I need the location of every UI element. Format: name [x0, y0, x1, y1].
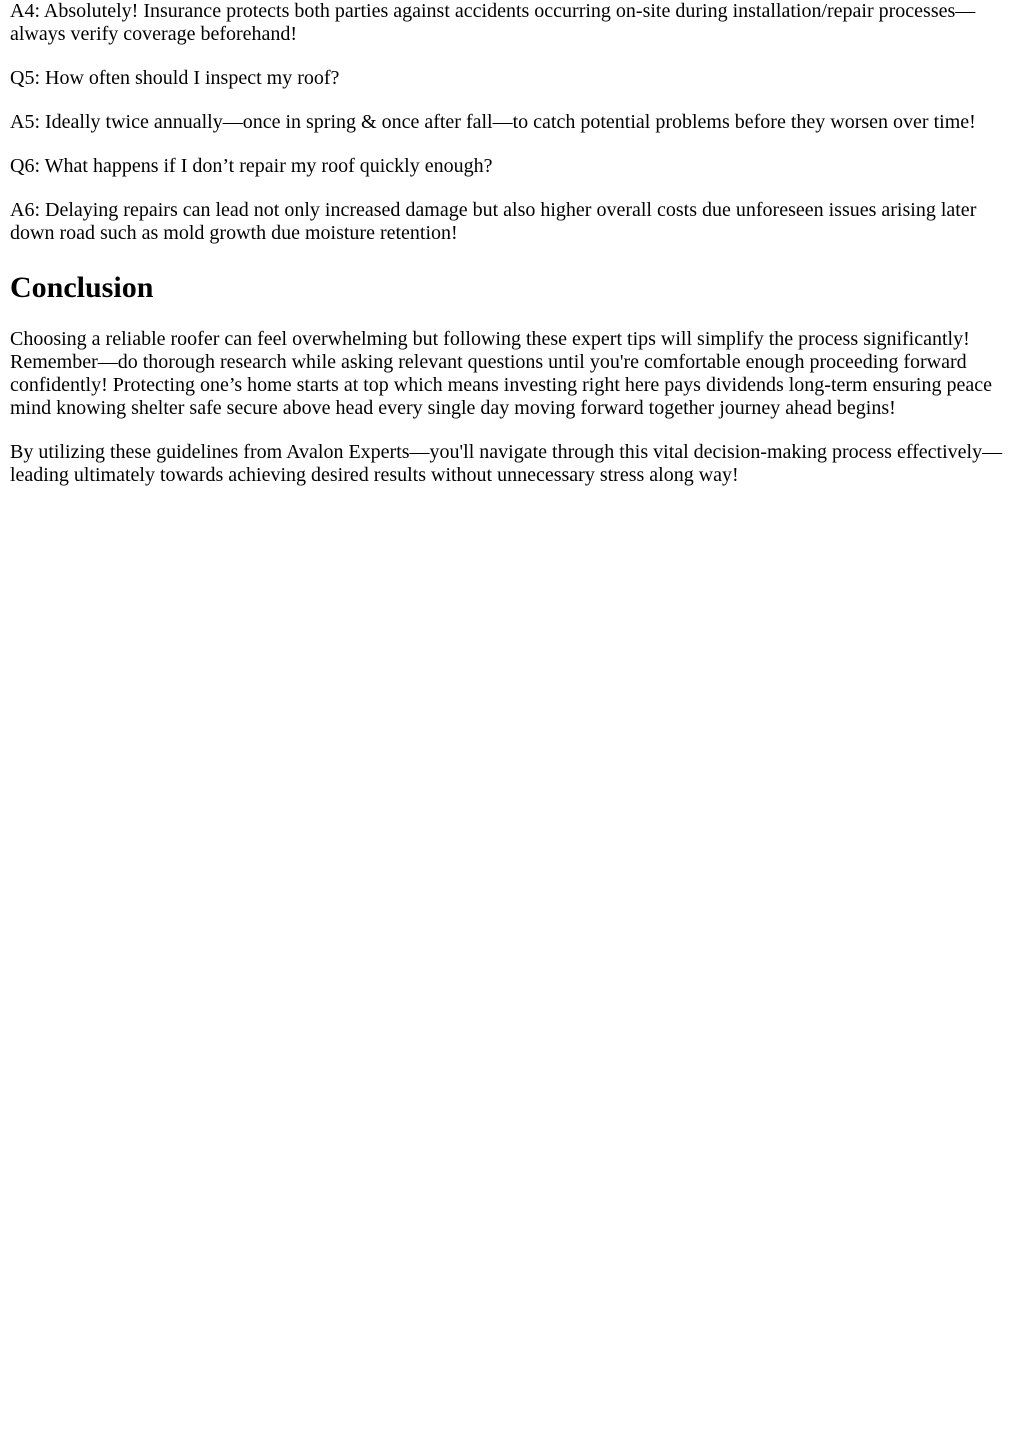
- article-body: [0, 0, 1024, 487]
- conclusion-paragraph-1: Choosing a reliable roofer can feel overwhelming but following these expert tips will simplify the process significantly! Remember—do thorough research while asking relevant questions until you're comfortable enough proceeding forward confidently! Protecting one’s home starts at top which means investing right here pays dividends long-term ensuring peace mind knowing shelter safe secure above head every single day moving forward together journey ahead begins!: [10, 328, 992, 419]
- faq-answer-6: A6: Delaying repairs can lead not only increased damage but also higher overall costs due unforeseen issues arising later down road such as mold growth due moisture retention!: [10, 199, 977, 244]
- faq-question-6: Q6: What happens if I don’t repair my roof quickly enough?: [10, 155, 493, 177]
- faq-answer-5: A5: Ideally twice annually—once in spring & once after fall—to catch potential problems before they worsen over time!: [10, 111, 976, 133]
- faq-question-5: Q5: How often should I inspect my roof?: [10, 67, 340, 89]
- conclusion-heading: Conclusion: [10, 271, 154, 304]
- faq-answer-4: A4: Absolutely! Insurance protects both parties against accidents occurring on-site during installation/repair processes—always verify coverage beforehand!: [10, 0, 976, 45]
- conclusion-paragraph-2: By utilizing these guidelines from Avalon Experts—you'll navigate through this vital decision-making process effectively—leading ultimately towards achieving desired results without unnecessary stress along way!: [10, 441, 1003, 486]
